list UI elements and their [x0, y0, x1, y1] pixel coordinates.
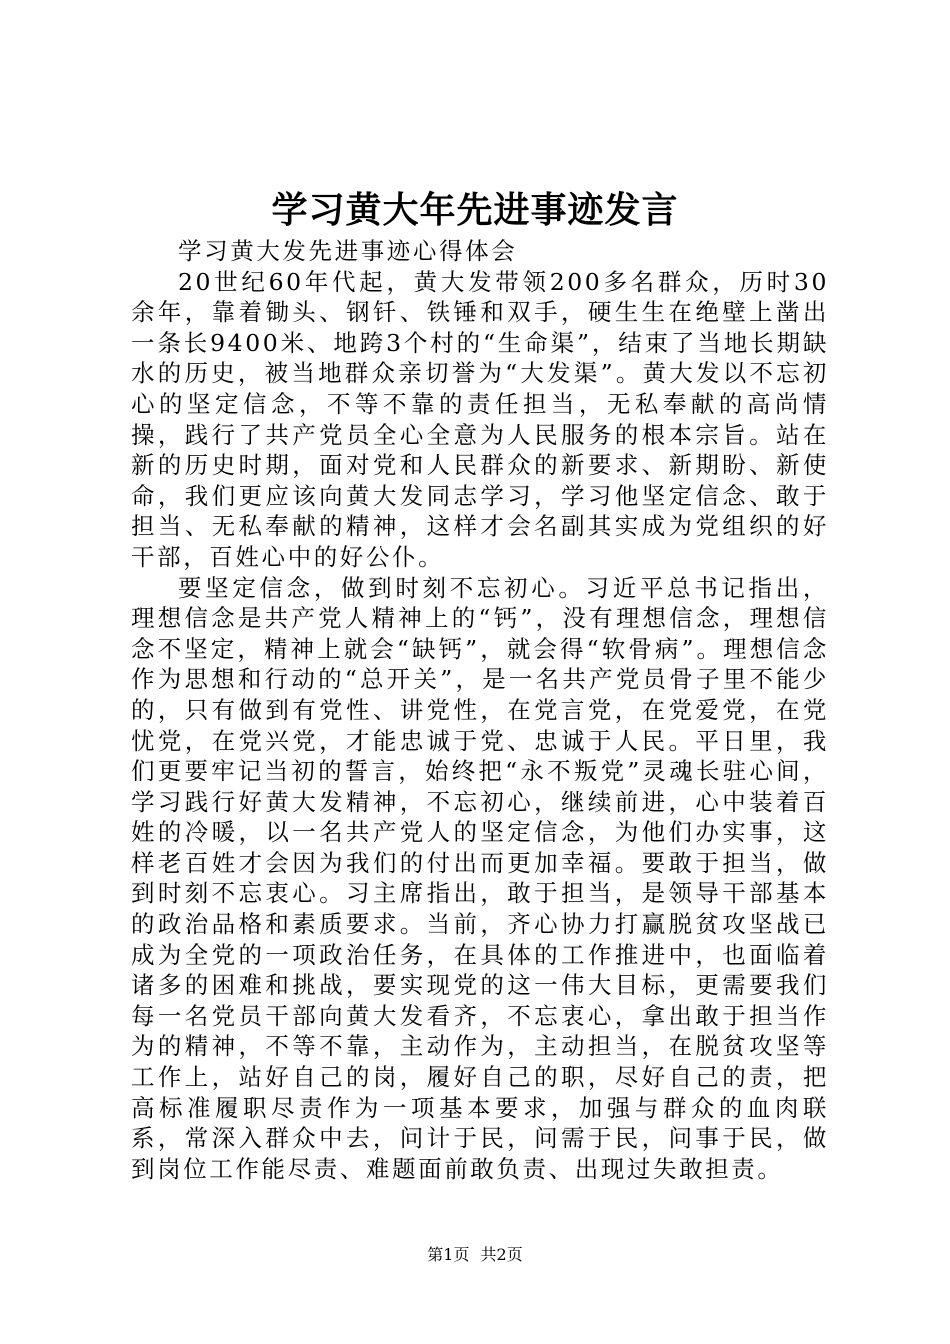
document-body	[131, 236, 829, 1184]
page-footer	[0, 1245, 950, 1265]
page-number-total: 共2页	[480, 1245, 523, 1264]
page-number-current: 第1页	[427, 1245, 470, 1264]
body-paragraph: 20世纪60年代起，黄大发带领200多名群众，历时30余年，靠着锄头、钢钎、铁锤和双手，硬生生在绝壁上凿出一条长9400米、地跨3个村的“生命渠”，结束了当地长期缺水的历史，被当地群众亲切誉为“大发渠”。黄大发以不忘初心的坚定信念，不等不靠的责任担当，无私奉献的高尚情操，践行了共产党员全心全意为人民服务的根本宗旨。站在新的历史时期，面对党和人民群众的新要求、新期盼、新使命，我们更应该向黄大发同志学习，学习他坚定信念、敢于担当、无私奉献的精神，这样才会名副其实成为党组织的好干部，百姓心中的好公仆。	[131, 267, 829, 571]
body-paragraph: 要坚定信念，做到时刻不忘初心。习近平总书记指出，理想信念是共产党人精神上的“钙”，没有理想信念，理想信念不坚定，精神上就会“缺钙”，就会得“软骨病”。理想信念作为思想和行动的“总开关”，是一名共产党员骨子里不能少的，只有做到有党性、讲党性，在党言党，在党爱党，在党忧党，在党兴党，才能忠诚于党、忠诚于人民。平日里，我们更要牢记当初的誓言，始终把“永不叛党”灵魂长驻心间，学习践行好黄大发精神，不忘初心，继续前进，心中装着百姓的冷暖，以一名共产党人的坚定信念，为他们办实事，这样老百姓才会因为我们的付出而更加幸福。要敢于担当，做到时刻不忘衷心。习主席指出，敢于担当，是领导干部基本的政治品格和素质要求。当前，齐心协力打赢脱贫攻坚战已成为全党的一项政治任务，在具体的工作推进中，也面临着诸多的困难和挑战，要实现党的这一伟大目标，更需要我们每一名党员干部向黄大发看齐，不忘衷心，拿出敢于担当作为的精神，不等不靠，主动作为，主动担当，在脱贫攻坚等工作上，站好自己的岗，履好自己的职，尽好自己的责，把高标准履职尽责作为一项基本要求，加强与群众的血肉联系，常深入群众中去，问计于民，问需于民，问事于民，做到岗位工作能尽责、难题面前敢负责、出现过失敢担责。	[131, 573, 829, 1183]
subtitle-paragraph: 学习黄大发先进事迹心得体会	[178, 237, 518, 265]
document-title: 学习黄大年先进事迹发言	[271, 189, 679, 231]
